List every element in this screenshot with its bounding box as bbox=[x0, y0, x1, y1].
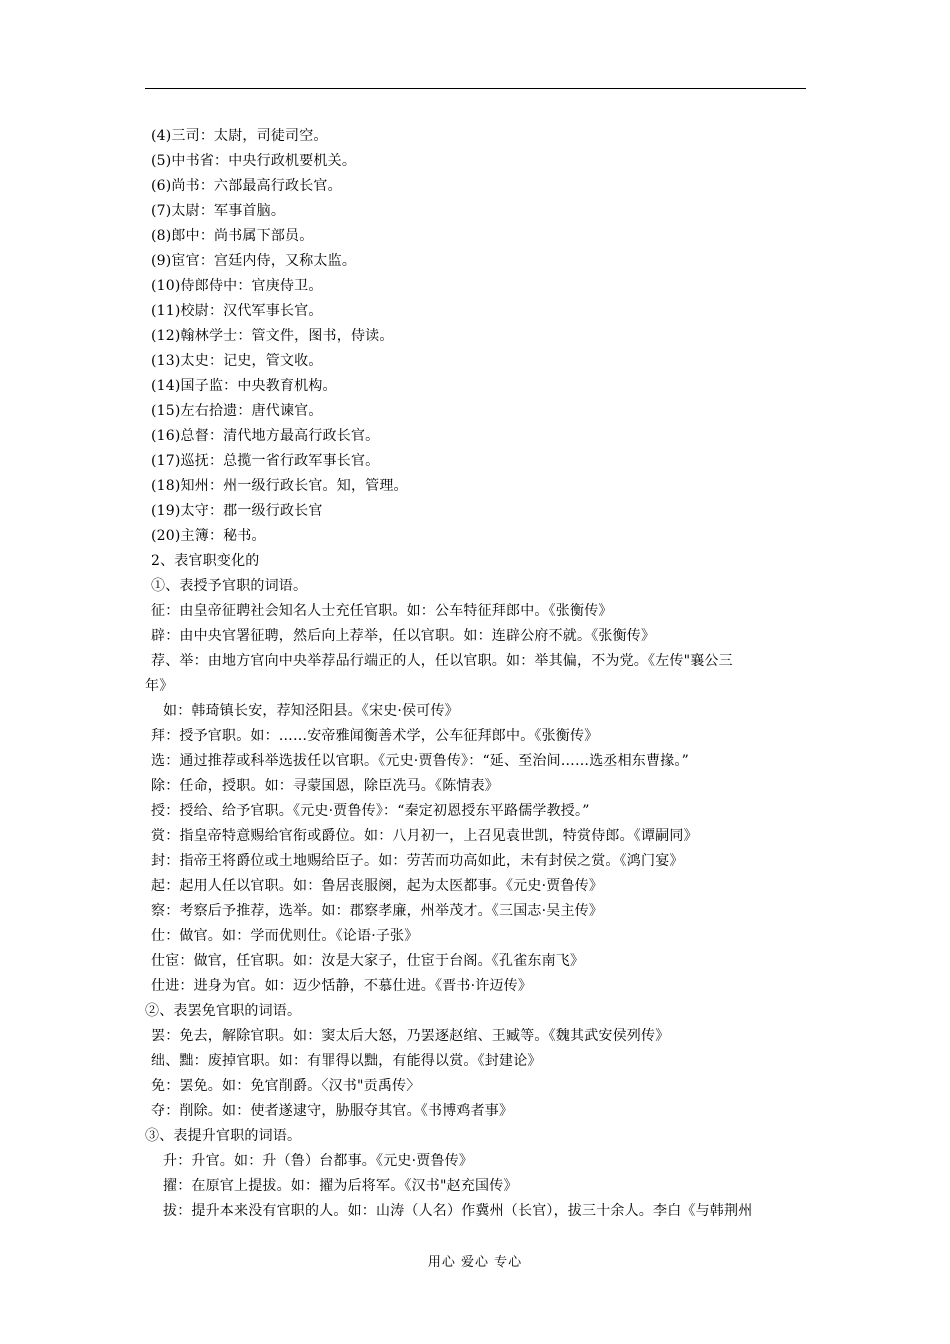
text-line: (20)主簿：秘书。 bbox=[151, 528, 266, 544]
text-line: (13)太史：记史，管文收。 bbox=[151, 353, 323, 369]
text-line: 擢：在原官上提拔。如：擢为后将军。《汉书"赵充国传》 bbox=[163, 1178, 518, 1194]
text-line: 仕进：进身为官。如：迈少恬静，不慕仕进。《晋书·许迈传》 bbox=[151, 978, 533, 994]
text-line: 罢：免去，解除官职。如：窦太后大怒，乃罢逐赵绾、王臧等。《魏其武安侯列传》 bbox=[151, 1028, 670, 1044]
text-line: (16)总督：清代地方最高行政长官。 bbox=[151, 428, 380, 444]
text-line: 授：授给、给予官职。《元史·贾鲁传》：“秦定初恩授东平路儒学教授。” bbox=[151, 803, 590, 819]
text-line: 征：由皇帝征聘社会知名人士充任官职。如：公车特征拜郎中。《张衡传》 bbox=[151, 603, 613, 619]
text-line: 2、表官职变化的 bbox=[151, 553, 260, 569]
page-footer: 用心 爱心 专心 bbox=[427, 1255, 523, 1270]
text-line: 起：起用人任以官职。如：鲁居丧服阕，起为太医都事。《元史·贾鲁传》 bbox=[151, 878, 604, 894]
text-line: (4)三司：太尉，司徒司空。 bbox=[151, 128, 328, 144]
text-line: 仕：做官。如：学而优则仕。《论语·子张》 bbox=[151, 928, 419, 944]
text-line: 仕宦：做官，任官职。如：汝是大家子，仕宦于台阁。《孔雀东南飞》 bbox=[151, 953, 585, 969]
text-line: 如：韩琦镇长安，荐知泾阳县。《宋史·侯可传》 bbox=[163, 703, 459, 719]
text-line: (19)太守：郡一级行政长官 bbox=[151, 503, 323, 519]
document-body bbox=[145, 124, 809, 1224]
text-line: 察：考察后予推荐，选举。如：郡察孝廉，州举茂才。《三国志·吴主传》 bbox=[151, 903, 604, 919]
text-line: (8)郎中：尚书属下部员。 bbox=[151, 228, 314, 244]
text-line: (18)知州：州一级行政长官。知，管理。 bbox=[151, 478, 408, 494]
text-line: 免：罢免。如：免官削爵。〈汉书"贡禹传〉 bbox=[151, 1078, 421, 1094]
text-line: 拜：授予官职。如：……安帝雅闻衡善术学，公车征拜郎中。《张衡传》 bbox=[151, 728, 599, 744]
text-line: (5)中书省：中央行政机要机关。 bbox=[151, 153, 357, 169]
text-line: (6)尚书：六部最高行政长官。 bbox=[151, 178, 342, 194]
text-line: ③、表提升官职的词语。 bbox=[145, 1128, 302, 1144]
header-rule bbox=[145, 88, 806, 89]
text-line: (10)侍郎侍中：官庚侍卫。 bbox=[151, 278, 323, 294]
text-line: 绌、黜：废掉官职。如：有罪得以黜，有能得以赏。《封建论》 bbox=[151, 1053, 542, 1069]
text-line: 辟：由中央官署征聘，然后向上荐举，任以官职。如：连辟公府不就。《张衡传》 bbox=[151, 628, 656, 644]
text-line: (12)翰林学士：管文件，图书，侍读。 bbox=[151, 328, 394, 344]
text-line: 拔：提升本来没有官职的人。如：山涛（人名）作冀州（长官），拔三十余人。李白《与韩荆州 bbox=[163, 1203, 753, 1219]
text-line: (7)太尉：军事首脑。 bbox=[151, 203, 286, 219]
text-line: 夺：削除。如：使者遂逮守，胁服夺其官。《书博鸡者事》 bbox=[151, 1103, 514, 1119]
text-line: 年》 bbox=[145, 678, 174, 694]
text-line: (9)宦官：宫廷内侍，又称太监。 bbox=[151, 253, 357, 269]
text-line: 升：升官。如：升（鲁）台都事。《元史·贾鲁传》 bbox=[163, 1153, 474, 1169]
text-line: (17)巡抚：总揽一省行政军事长官。 bbox=[151, 453, 380, 469]
text-line: (15)左右拾遗：唐代谏官。 bbox=[151, 403, 323, 419]
text-line: 封：指帝王将爵位或土地赐给臣子。如：劳苦而功高如此，未有封侯之赏。《鸿门宴》 bbox=[151, 853, 684, 869]
text-line: 除：任命，授职。如：寻蒙国恩，除臣冼马。《陈情表》 bbox=[151, 778, 499, 794]
text-line: (11)校尉：汉代军事长官。 bbox=[151, 303, 323, 319]
text-line: ①、表授予官职的词语。 bbox=[151, 578, 308, 594]
text-line: 赏：指皇帝特意赐给官衔或爵位。如：八月初一，上召见袁世凯，特赏侍郎。《谭嗣同》 bbox=[151, 828, 698, 844]
text-line: 荐、举：由地方官向中央举荐品行端正的人，任以官职。如：举其偏，不为党。《左传"襄公三 bbox=[151, 653, 733, 669]
text-line: ②、表罢免官职的词语。 bbox=[145, 1003, 302, 1019]
text-line: 选：通过推荐或科举选拔任以官职。《元史·贾鲁传》：“延、至治间……选丞相东曹掾。” bbox=[151, 753, 689, 769]
text-line: (14)国子监：中央教育机构。 bbox=[151, 378, 337, 394]
